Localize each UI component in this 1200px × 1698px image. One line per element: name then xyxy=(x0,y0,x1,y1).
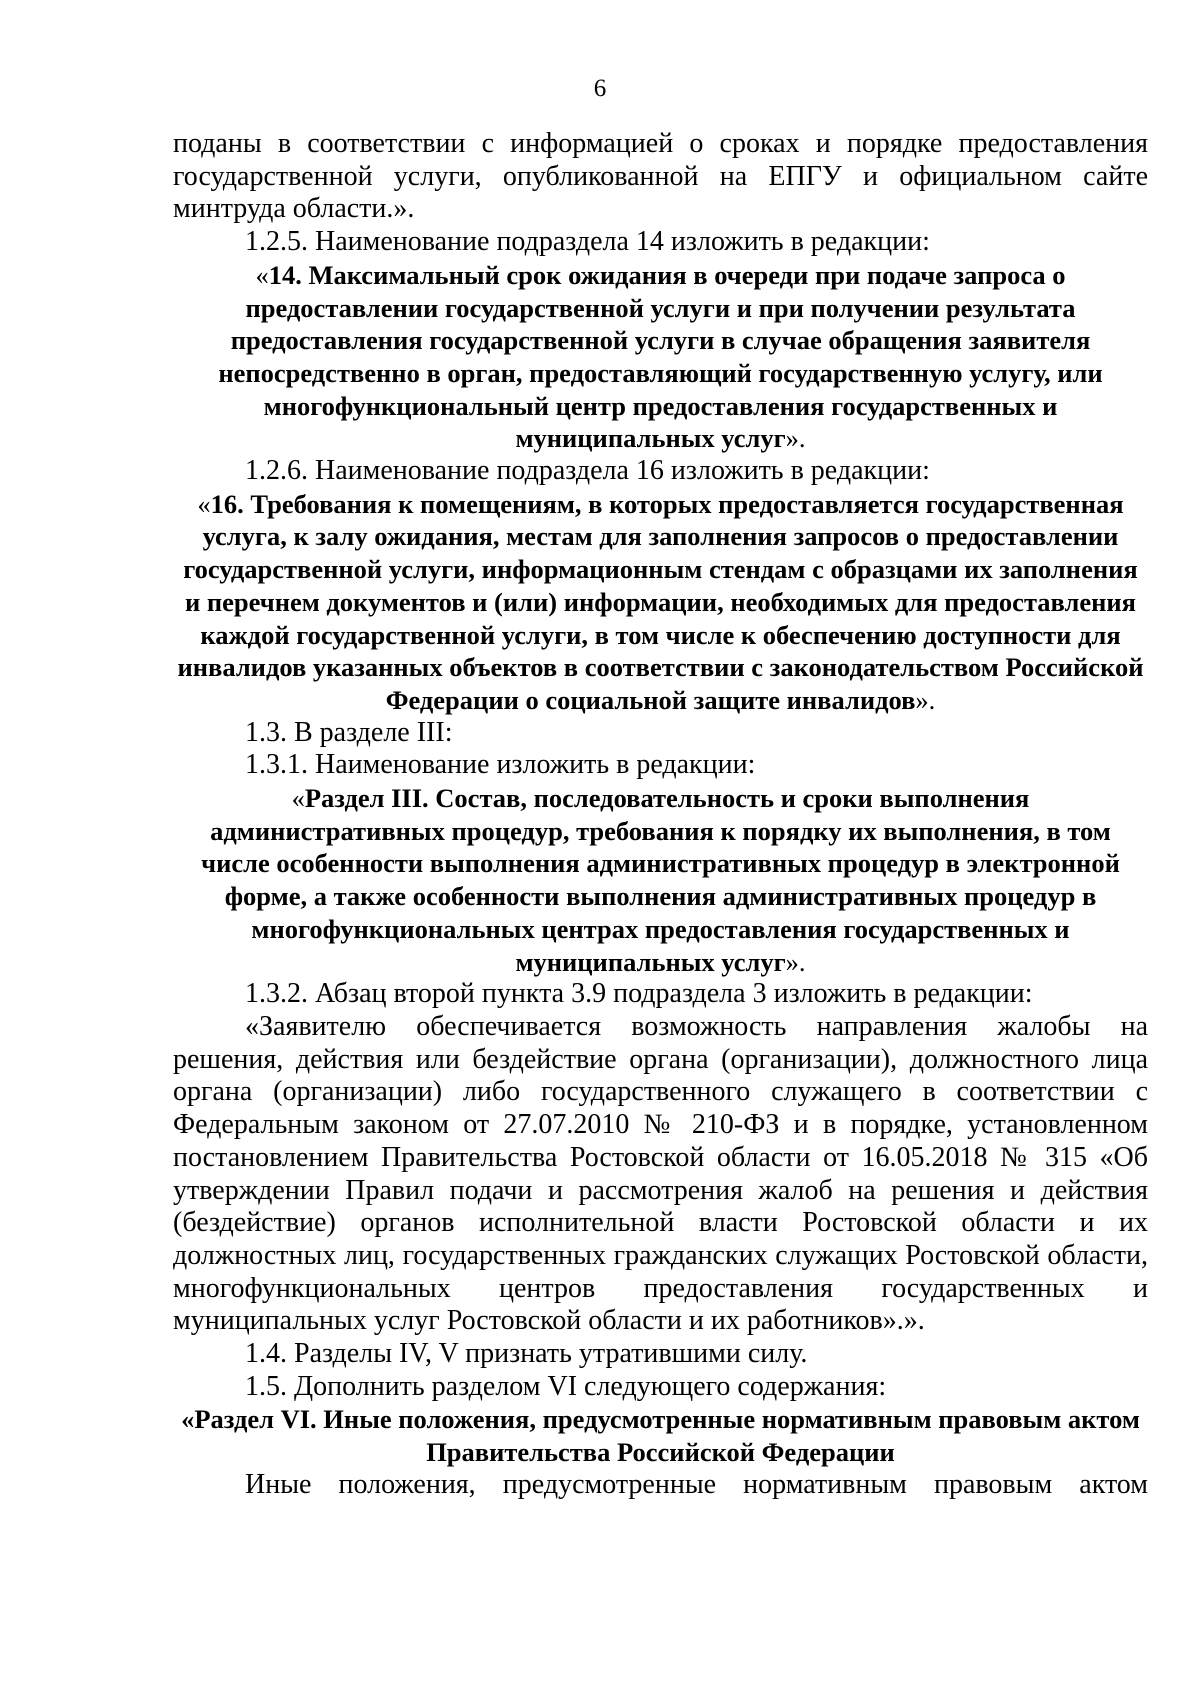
heading-open-quote: « xyxy=(291,783,305,814)
page-number: 6 xyxy=(593,75,607,102)
paragraph-continuation: поданы в соответствии с информацией о сроках и порядке предоставления государственной услуги, опубликованной на ЕПГУ и официальном сайте минтруда области.». xyxy=(173,128,1148,225)
heading-section-3 xyxy=(173,782,1148,978)
item-1-2-5: 1.2.5. Наименование подраздела 14 изложить в редакции: xyxy=(245,226,930,258)
item-1-4: 1.4. Разделы IV, V признать утратившими силу. xyxy=(245,1338,808,1370)
item-1-3-2: 1.3.2. Абзац второй пункта 3.9 подраздела 3 изложить в редакции: xyxy=(245,978,1033,1010)
heading-text: «Раздел VI. Иные положения, предусмотренные нормативным правовым актом Правительства Российской Федерации xyxy=(181,1404,1140,1468)
heading-close-quote: ». xyxy=(915,684,936,715)
heading-text: Раздел III. Состав, последовательность и сроки выполнения административных процедур, требования к порядку их выполнения, в том числе особенности выполнения административных процедур в электронной форме, а также особенности выполнения административных процедур в многофункциональных центрах предоставления государственных и муниципальных услуг xyxy=(201,783,1120,977)
heading-text: 14. Максимальный срок ожидания в очереди при подаче запроса о предоставлении государственной услуги и при получении результата предоставления государственной услуги в случае обращения заявителя непосредственно в орган, предоставляющий государственную услугу, или многофункциональный центр предоставления государственных и муниципальных услуг xyxy=(218,259,1103,454)
item-1-5: 1.5. Дополнить разделом VI следующего содержания: xyxy=(245,1370,887,1402)
document-body xyxy=(173,128,1148,1502)
quoted-paragraph: «Заявителю обеспечивается возможность направления жалобы на решения, действия или бездействие органа (организации), должностного лица органа (организации) либо государственного служащего в соответствии с Федеральным законом от 27.07.2010 № 210-ФЗ и в порядке, установленном постановлением Правительства Ростовской области от 16.05.2018 № 315 «Об утверждении Правил подачи и рассмотрения жалоб на решения и действия (бездействие) органов исполнительной власти Ростовской области и их должностных лиц, государственных гражданских служащих Ростовской области, многофункциональных центров предоставления государственных и муниципальных услуг Ростовской области и их работников».». xyxy=(173,1010,1148,1337)
item-1-3: 1.3. В разделе III: xyxy=(245,716,453,748)
final-paragraph: Иные положения, предусмотренные нормативным правовым актом xyxy=(245,1468,1148,1500)
heading-close-quote: ». xyxy=(785,946,806,977)
heading-open-quote: « xyxy=(197,488,211,519)
item-1-3-1: 1.3.1. Наименование изложить в редакции: xyxy=(245,749,756,781)
heading-section-6 xyxy=(173,1403,1148,1468)
heading-open-quote: « xyxy=(255,259,269,290)
heading-text: 16. Требования к помещениям, в которых предоставляется государственная услуга, к залу ожидания, местам для заполнения запросов о предоставлении государственной услуги, информационным стендам с образцами их заполнения и перечнем документов и (или) информации, необходимых для предоставления каждой государственной услуги, в том числе к обеспечению доступности для инвалидов указанных объектов в соответствии с законодательством Российской Федерации о социальной защите инвалидов xyxy=(177,488,1144,715)
heading-subsection-16 xyxy=(173,488,1148,717)
item-1-2-6: 1.2.6. Наименование подраздела 16 изложить в редакции: xyxy=(245,455,930,487)
heading-subsection-14 xyxy=(173,259,1148,455)
heading-close-quote: ». xyxy=(785,423,806,454)
